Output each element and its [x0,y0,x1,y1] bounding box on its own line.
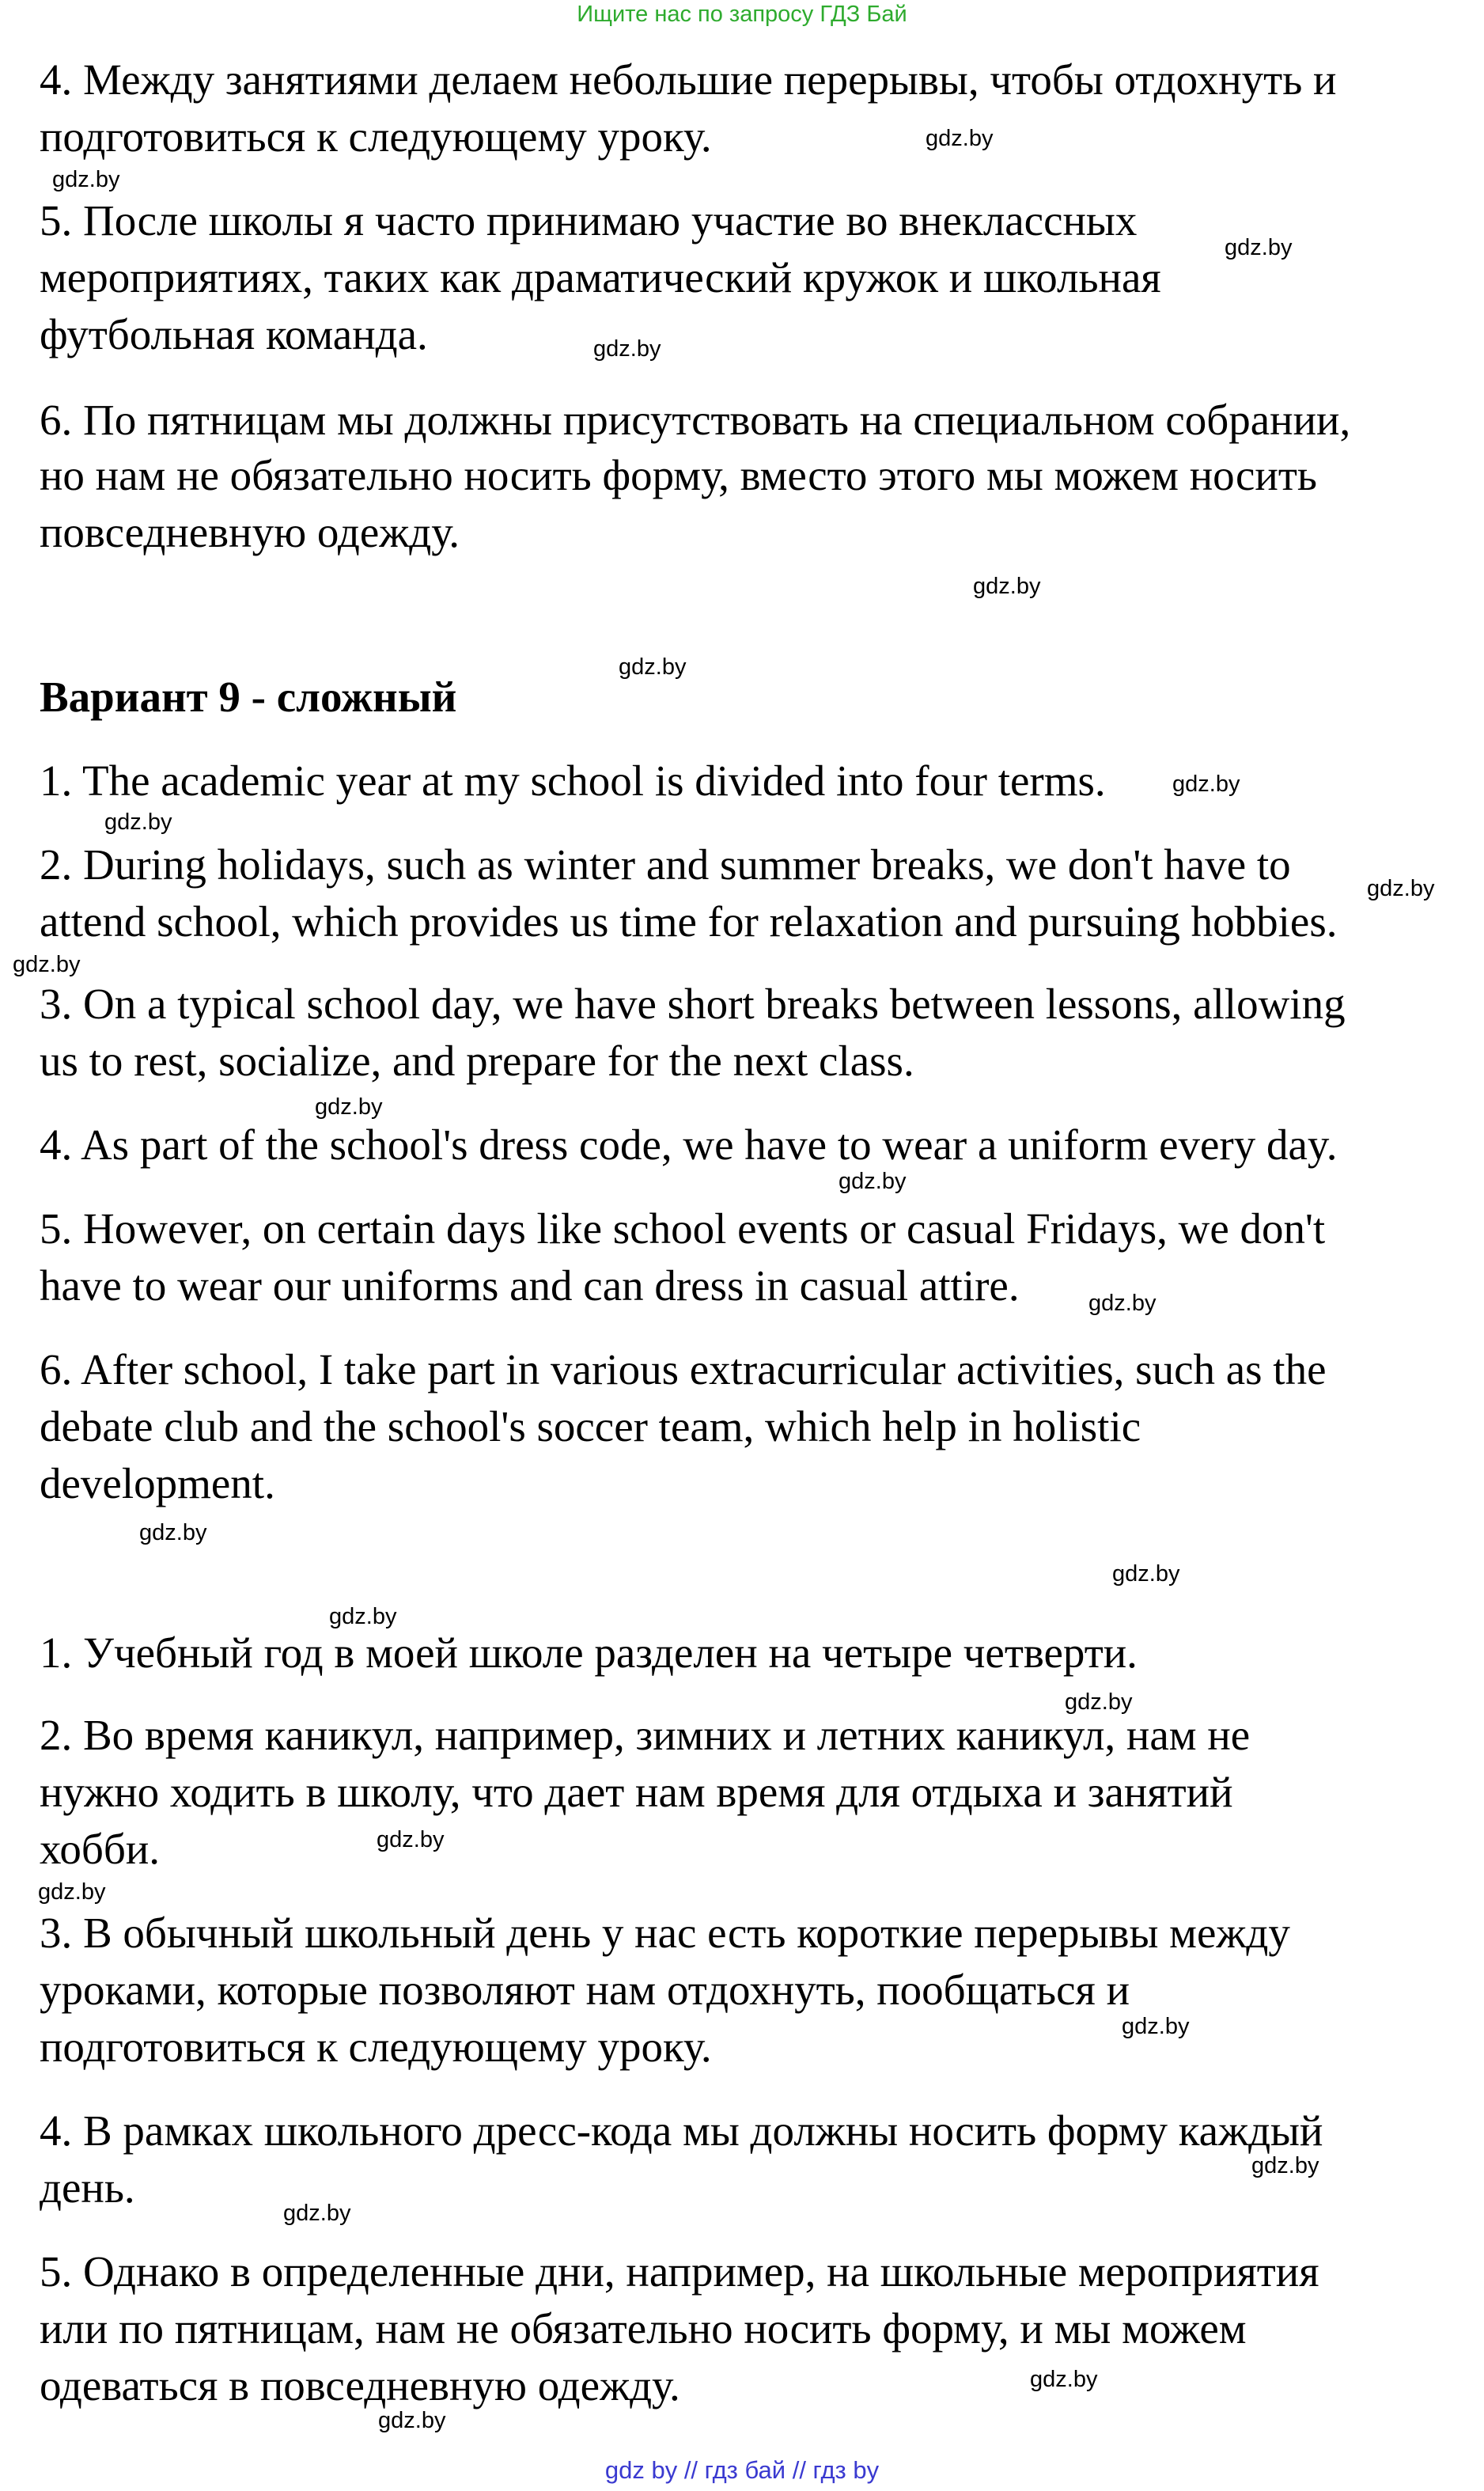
ru-item-3-line-1: 3. В обычный школьный день у нас есть короткие перерывы между [40,1909,1290,1957]
watermark: gdz.by [1065,1689,1133,1715]
watermark: gdz.by [1172,772,1240,797]
variant-heading: Вариант 9 - сложный [40,673,457,721]
ru-top-item-4-line-2: подготовиться к следующему уроку. [40,112,712,161]
bottom-banner: gdz by // гдз бай // гдз by [604,2456,880,2484]
ru-item-5-line-2: или по пятницам, нам не обязательно носить форму, и мы можем [40,2304,1247,2353]
watermark: gdz.by [1367,876,1435,901]
ru-top-item-4-line-1: 4. Между занятиями делаем небольшие перерывы, чтобы отдохнуть и [40,55,1337,104]
watermark: gdz.by [593,336,661,362]
ru-item-2-line-2: нужно ходить в школу, что дает нам время для отдыха и занятий [40,1768,1233,1816]
ru-item-1-line-1: 1. Учебный год в моей школе разделен на четыре четверти. [40,1628,1138,1677]
en-item-3-line-1: 3. On a typical school day, we have short breaks between lessons, allowing [40,980,1346,1028]
ru-top-item-5-line-1: 5. После школы я часто принимаю участие во внеклассных [40,196,1138,245]
top-banner: Ищите нас по запросу ГДЗ Бай [577,2,907,27]
watermark: gdz.by [1088,1291,1157,1316]
en-item-5-line-1: 5. However, on certain days like school events or casual Fridays, we don't [40,1204,1326,1253]
ru-top-item-5-line-3: футбольная команда. [40,310,428,358]
watermark: gdz.by [38,1879,106,1905]
en-item-2-line-2: attend school, which provides us time for relaxation and pursuing hobbies. [40,897,1338,946]
en-item-6-line-1: 6. After school, I take part in various extracurricular activities, such as the [40,1345,1327,1393]
ru-top-item-6-line-3: повседневную одежду. [40,508,460,556]
ru-item-4-line-2: день. [40,2163,135,2212]
ru-item-3-line-2: уроками, которые позволяют нам отдохнуть, пообщаться и [40,1966,1130,2014]
watermark: gdz.by [377,1827,445,1852]
ru-item-3-line-3: подготовиться к следующему уроку. [40,2023,712,2071]
watermark: gdz.by [1225,235,1293,260]
watermark: gdz.by [52,167,120,192]
ru-item-2-line-3: хобби. [40,1825,161,1873]
en-item-3-line-2: us to rest, socialize, and prepare for the next class. [40,1037,914,1085]
ru-top-item-6-line-2: но нам не обязательно носить форму, вместо этого мы можем носить [40,451,1317,499]
watermark: gdz.by [619,654,687,680]
watermark: gdz.by [1030,2367,1098,2392]
ru-item-5-line-1: 5. Однако в определенные дни, например, на школьные мероприятия [40,2247,1319,2296]
watermark: gdz.by [378,2408,446,2433]
watermark: gdz.by [315,1094,383,1120]
watermark: gdz.by [139,1520,207,1545]
en-item-4-line-1: 4. As part of the school's dress code, we have to wear a uniform every day. [40,1120,1338,1169]
watermark: gdz.by [1112,1561,1180,1587]
en-item-6-line-2: debate club and the school's soccer team, which help in holistic [40,1402,1141,1450]
en-item-5-line-2: have to wear our uniforms and can dress in casual attire. [40,1261,1020,1310]
watermark: gdz.by [973,574,1041,599]
ru-item-4-line-1: 4. В рамках школьного дресс-кода мы должны носить форму каждый [40,2106,1323,2155]
en-item-2-line-1: 2. During holidays, such as winter and summer breaks, we don't have to [40,840,1291,889]
ru-item-2-line-1: 2. Во время каникул, например, зимних и летних каникул, нам не [40,1711,1251,1759]
ru-item-5-line-3: одеваться в повседневную одежду. [40,2361,680,2409]
en-item-1-line-1: 1. The academic year at my school is divided into four terms. [40,756,1106,805]
watermark: gdz.by [104,809,172,835]
watermark: gdz.by [13,952,81,977]
en-item-6-line-3: development. [40,1459,275,1507]
watermark: gdz.by [839,1169,907,1194]
watermark: gdz.by [283,2201,351,2226]
ru-top-item-6-line-1: 6. По пятницам мы должны присутствовать на специальном собрании, [40,396,1351,444]
ru-top-item-5-line-2: мероприятиях, таких как драматический кружок и школьная [40,253,1161,301]
watermark: gdz.by [1122,2014,1190,2039]
watermark: gdz.by [1251,2153,1319,2178]
watermark: gdz.by [926,126,994,151]
watermark: gdz.by [329,1604,397,1629]
